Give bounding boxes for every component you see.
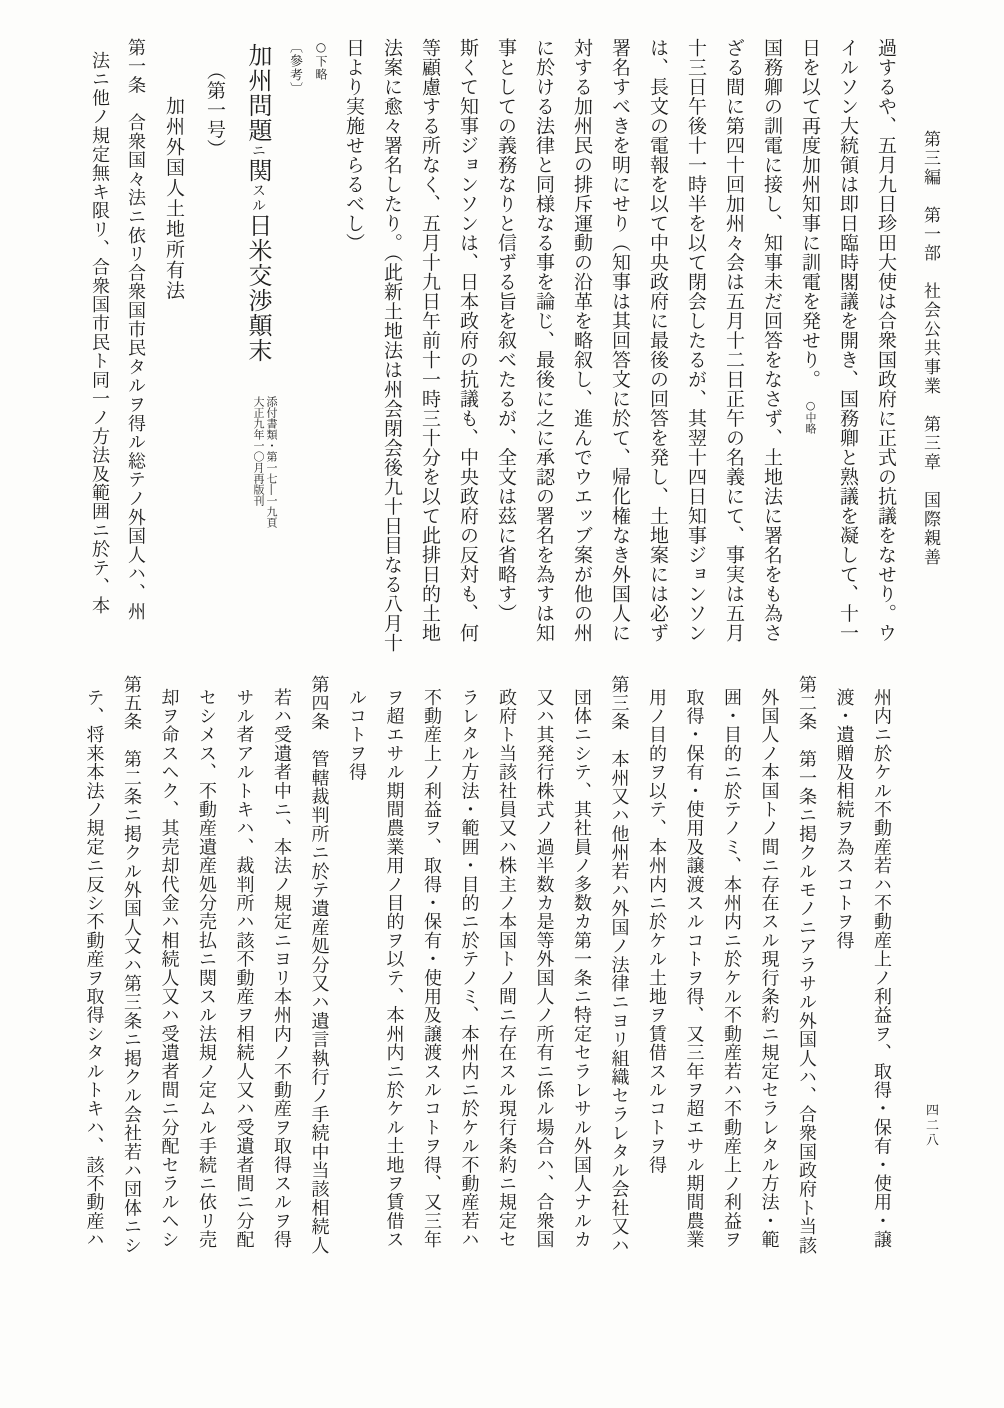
- top-text-block: [81, 38, 905, 658]
- law-column: 渡・遺贈及相続ヲ為スコトヲ得: [833, 688, 855, 950]
- document-title-column: 加州外国人土地所有法: [163, 96, 185, 301]
- narrative-column: は、長文の電報を以て中央政府に最後の回答を発し、土地案には必ず: [647, 38, 669, 643]
- reference-annotation: [252, 391, 278, 528]
- law-column: 第二条 第一条ニ掲クルモノニアラサル外国人ハ、合衆国政府ト当該: [796, 675, 817, 1255]
- law-column: サル者アルトキハ、裁判所ハ該不動産ヲ相続人又ハ受遺者間ニ分配: [233, 688, 255, 1249]
- law-column: セシメス、不動産遺産処分売払ニ関スル法規ノ定ムル手続ニ依リ売: [196, 688, 217, 1249]
- narrative-column: イルソン大統領は即日臨時閣議を開き、国務卿と熟議を凝して、十一: [837, 38, 859, 643]
- narrative-column: 日を以て再度加州知事に訓電を発せり。○中略: [799, 38, 821, 434]
- reference-title-part: 関: [244, 158, 272, 183]
- narrative-column: ざる間に第四十回加州々会は五月十二日正午の名義にて、事実は五月: [723, 38, 745, 643]
- law-column: 用ノ目的ヲ以テ、本州内ニ於ケル土地ヲ賃借スルコトヲ得: [646, 688, 667, 1175]
- omission-note-inline: ○中略: [804, 399, 817, 434]
- law-column: ルコトヲ得: [346, 688, 367, 782]
- law-column: ラレタル方法・範囲・目的ニ於テノミ、本州内ニ於ケル不動産若ハ: [458, 688, 480, 1249]
- reference-title-part: スル: [250, 183, 266, 213]
- narrative-column: 対する加州民の排斥運動の沿革を略叙し、進んでウエッブ案が他の州: [571, 38, 593, 643]
- annotation-line: 添付書類・第一七―一九頁: [265, 396, 278, 528]
- narrative-column: 過するや、五月九日珍田大使は合衆国政府に正式の抗議をなせり。ウ: [875, 38, 897, 643]
- law-column: 法ニ他ノ規定無キ限リ、合衆国市民ト同一ノ方法及範囲ニ於テ、本: [89, 51, 110, 615]
- reference-label: 〔參考〕: [287, 40, 302, 96]
- bottom-text-block: [75, 675, 900, 1275]
- law-column: 州内ニ於ケル不動産若ハ不動産上ノ利益ヲ、取得・保有・使用・譲: [871, 688, 892, 1249]
- law-column: 不動産上ノ利益ヲ、取得・保有・使用及譲渡スルコトヲ得、又三年: [421, 688, 442, 1249]
- law-column: 団体ニシテ、其社員ノ多数カ第一条ニ特定セラレサル外国人ナルカ: [571, 688, 592, 1249]
- page-number: 四二八: [923, 1103, 938, 1148]
- narrative-column: 法案に愈々署名したり。（此新土地法は州会閉会後九十日目なる八月十: [381, 38, 403, 653]
- narrative-column: 署名すべきを明にせり（知事は其回答文に於て、帰化権なき外国人に: [609, 38, 631, 643]
- narrative-column: 十三日午後十一時半を以て閉会したるが、其翌十四日知事ジョンソン: [685, 38, 707, 643]
- law-column: ヲ超エサル期間農業用ノ目的ヲ以テ、本州内ニ於ケル土地ヲ賃借ス: [383, 688, 405, 1249]
- reference-title-column: [235, 38, 281, 658]
- narrative-column: 日より実施せらるべし）: [343, 38, 365, 253]
- narrative-column: 事としての義務なりと信ずる旨を叙べたるが、全文は茲に省略す）: [495, 38, 517, 623]
- law-column: 第一条 合衆国々法ニ依リ合衆国市民タルヲ得ル総テノ外国人ハ、州: [125, 38, 146, 621]
- running-head: 第三編 第一部 社会公共事業 第三章 国際親善: [920, 130, 940, 567]
- omission-note-column: ○下略: [314, 40, 328, 81]
- document-number-column: （第一号）: [204, 61, 226, 159]
- law-column: 却ヲ命スヘク、其売却代金ハ相続人又ハ受遺者間ニ分配セラルヘシ: [158, 688, 180, 1249]
- reference-title-part: 日米交渉顛末: [244, 213, 272, 363]
- annotation-line: 大正九年一〇月再版刊: [252, 396, 265, 506]
- law-column: 第五条 第二条ニ掲クル外国人又ハ第三条ニ掲クル会社若ハ団体ニシ: [121, 675, 142, 1255]
- law-column: 囲・目的ニ於テノミ、本州内ニ於ケル不動産若ハ不動産上ノ利益ヲ: [721, 688, 742, 1249]
- reference-title-part: 加州問題: [244, 43, 272, 143]
- law-column: 第四条 管轄裁判所ニ於テ遺産処分又ハ遺言執行ノ手続中当該相続人: [308, 675, 330, 1255]
- narrative-column: 等顧慮する所なく、五月十九日午前十一時三十分を以て此排日的土地: [419, 38, 441, 643]
- narrative-column: に於ける法律と同様なる事を論じ、最後に之に承認の署名を為すは知: [533, 38, 555, 643]
- law-column: 又ハ其発行株式ノ過半数カ是等外国人ノ所有ニ係ル場合ハ、合衆国: [533, 688, 555, 1249]
- law-column: 第三条 本州又ハ他州若ハ外国ノ法律ニヨリ組織セラレタル会社又ハ: [608, 675, 630, 1255]
- law-column: 若ハ受遺者中ニ、本法ノ規定ニヨリ本州内ノ不動産ヲ取得スルヲ得: [271, 688, 292, 1249]
- reference-title-part: ニ: [250, 143, 266, 158]
- law-column: 取得・保有・使用及譲渡スルコトヲ得、又三年ヲ超エサル期間農業: [683, 688, 705, 1249]
- narrative-column: 国務卿の訓電に接し、知事未だ回答をなさず、土地法に署名をも為さ: [761, 38, 783, 643]
- law-column: 外国人ノ本国トノ間ニ存在スル現行条約ニ規定セラレタル方法・範: [758, 688, 780, 1249]
- law-column: 政府ト当該社員又ハ株主ノ本国トノ間ニ存在スル現行条約ニ規定セ: [496, 688, 517, 1249]
- narrative-column: 斯くて知事ジョンソンは、日本政府の抗議も、中央政府の反対も、何: [457, 38, 479, 643]
- law-column: テ、将来本法ノ規定ニ反シ不動産ヲ取得シタルトキハ、該不動産ハ: [83, 688, 105, 1249]
